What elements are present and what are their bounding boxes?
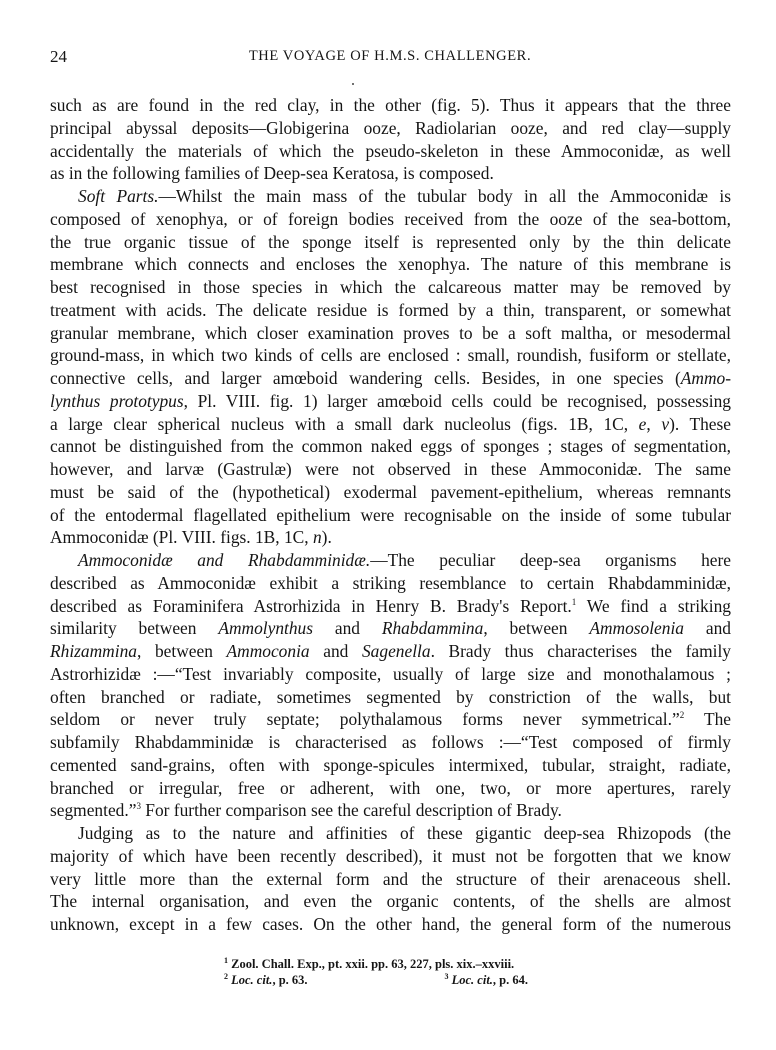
text-line: must be said of the (hypothetical) exodermal pavement-epithelium, whereas remnants (50, 481, 731, 502)
text-line: granular membrane, which closer examination proves to be a soft maltha, or mesodermal (50, 322, 731, 343)
text-line: as in the following families of Deep-sea Keratosa, is composed. (50, 163, 494, 184)
text-line: subfamily Rhabdamminidæ is characterised as follows :—“Test composed of firmly (50, 732, 731, 752)
page-number: 24 (50, 47, 67, 66)
print-speck (352, 83, 354, 85)
page-header (50, 47, 730, 69)
footnote-ref-2: 2 (679, 710, 685, 721)
running-title: THE VOYAGE OF H.M.S. CHALLENGER. (248, 48, 532, 64)
section-heading-soft-parts: Soft Parts. (78, 186, 159, 206)
text-line: segmented.”$^3$ For further comparison see the careful description of Brady. (50, 800, 562, 821)
text-line: Rhizammina, between Ammoconia and Sagenella. Brady thus characterises the family (50, 641, 731, 661)
species-name: lynthus prototypus (50, 390, 184, 411)
text-line: treatment with acids. The delicate residue is formed by a thin, transparent, or somewhat (50, 299, 731, 320)
text-line: connective cells, and larger amœboid wandering cells. Besides, in one species (Ammo- (50, 368, 731, 388)
text-line: Astrorhizidæ :—“Test invariably composite, usually of large size and monothalamous ; (50, 663, 731, 684)
species-name: Ammo- (680, 368, 731, 388)
text-line: ground-mass, in which two kinds of cells are enclosed : small, roundish, fusiform or stellate, (50, 345, 731, 366)
text-line: a large clear spherical nucleus with a small dark nucleolus (figs. 1B, 1C, e, v). These (50, 413, 731, 434)
text-line: however, and larvæ (Gastrulæ) were not observed in these Ammoconidæ. The same (50, 459, 731, 479)
footnote-ref-3: 3 (136, 801, 141, 812)
text-line: lynthus prototypus, Pl. VIII. fig. 1) larger amœboid cells could be recognised, possessing (50, 390, 731, 411)
text-line: described as Foraminifera Astrorhizida in Henry B. Brady's Report.$^1$ We find a striking (50, 595, 731, 616)
text-line: cemented sand-grains, often with sponge-spicules intermixed, tubular, straight, radiate, (50, 754, 731, 775)
text-line: membrane which connects and encloses the xenophya. The nature of this membrane is (50, 254, 731, 275)
text-line: principal abyssal deposits—Globigerina ooze, Radiolarian ooze, and red clay—supply (50, 117, 731, 138)
footnote-3: $^3$ Loc. cit., p. 64. (444, 972, 528, 987)
text-line: seldom or never truly septate; polythalamous forms never symmetrical.”$^2$ The (50, 709, 732, 730)
text-line: similarity between Ammolynthus and Rhabdammina, between Ammosolenia and (50, 618, 731, 639)
footnotes (224, 956, 554, 988)
text-line: majority of which have been recently described), it must not be forgotten that we know (50, 845, 731, 866)
body-text (50, 94, 731, 936)
text-line: unknown, except in a few cases. On the other hand, the general form of the numerous (50, 914, 731, 934)
text-line: of the entodermal flagellated epithelium were recognisable on the inside of some tubular (50, 504, 731, 525)
text-line: cannot be distinguished from the common naked eggs of sponges ; stages of segmentation, (50, 436, 731, 457)
text-line: The internal organisation, and even the organic contents, of the shells are almost (50, 891, 731, 912)
footnote-ref-1: 1 (571, 596, 577, 607)
footnote-row-2-3 (224, 972, 554, 988)
paragraph-soft-parts: Soft Parts.—Whilst the main mass of the tubular body in all the Ammoconidæ is (78, 186, 731, 206)
text-line: branched or irregular, free or adherent, with one, two, or more apertures, rarely (50, 777, 731, 798)
text-line: best recognised in those species in which the calcareous matter may be removed by (50, 277, 731, 297)
text-line: the true organic tissue of the sponge itself is represented only by the thin delicate (50, 231, 731, 252)
text-line: described as Ammoconidæ exhibit a striking resemblance to certain Rhabdamminidæ, (50, 572, 731, 593)
text-line: accidentally the materials of which the pseudo-skeleton in these Ammoconidæ, as well (50, 140, 731, 161)
text-line: often branched or radiate, sometimes segmented by constriction of the walls, but (50, 686, 731, 707)
text-line: composed of xenophya, or of foreign bodies received from the ooze of the sea-bottom, (50, 208, 731, 229)
paragraph-judging: Judging as to the nature and affinities of these gigantic deep-sea Rhizopods (the (78, 823, 731, 843)
paragraph-ammoconidae-rhabdamminidae: Ammoconidæ and Rhabdamminidæ.—The peculiar deep-sea organisms here (78, 550, 731, 570)
footnote-1: $^1$ Zool. Chall. Exp., pt. xxii. pp. 63, 227, pls. xix.–xxviii. (224, 956, 515, 971)
text-line: very little more than the external form and the structure of their arenaceous shell. (50, 868, 731, 889)
section-heading-ammoconidae: Ammoconidæ and Rhabdamminidæ. (78, 550, 371, 570)
text-line: Ammoconidæ (Pl. VIII. figs. 1B, 1C, n). (50, 527, 332, 548)
text-line: such as are found in the red clay, in the other (fig. 5). Thus it appears that the three (50, 95, 731, 115)
footnote-2: $^2$ Loc. cit., p. 63. (224, 972, 308, 987)
